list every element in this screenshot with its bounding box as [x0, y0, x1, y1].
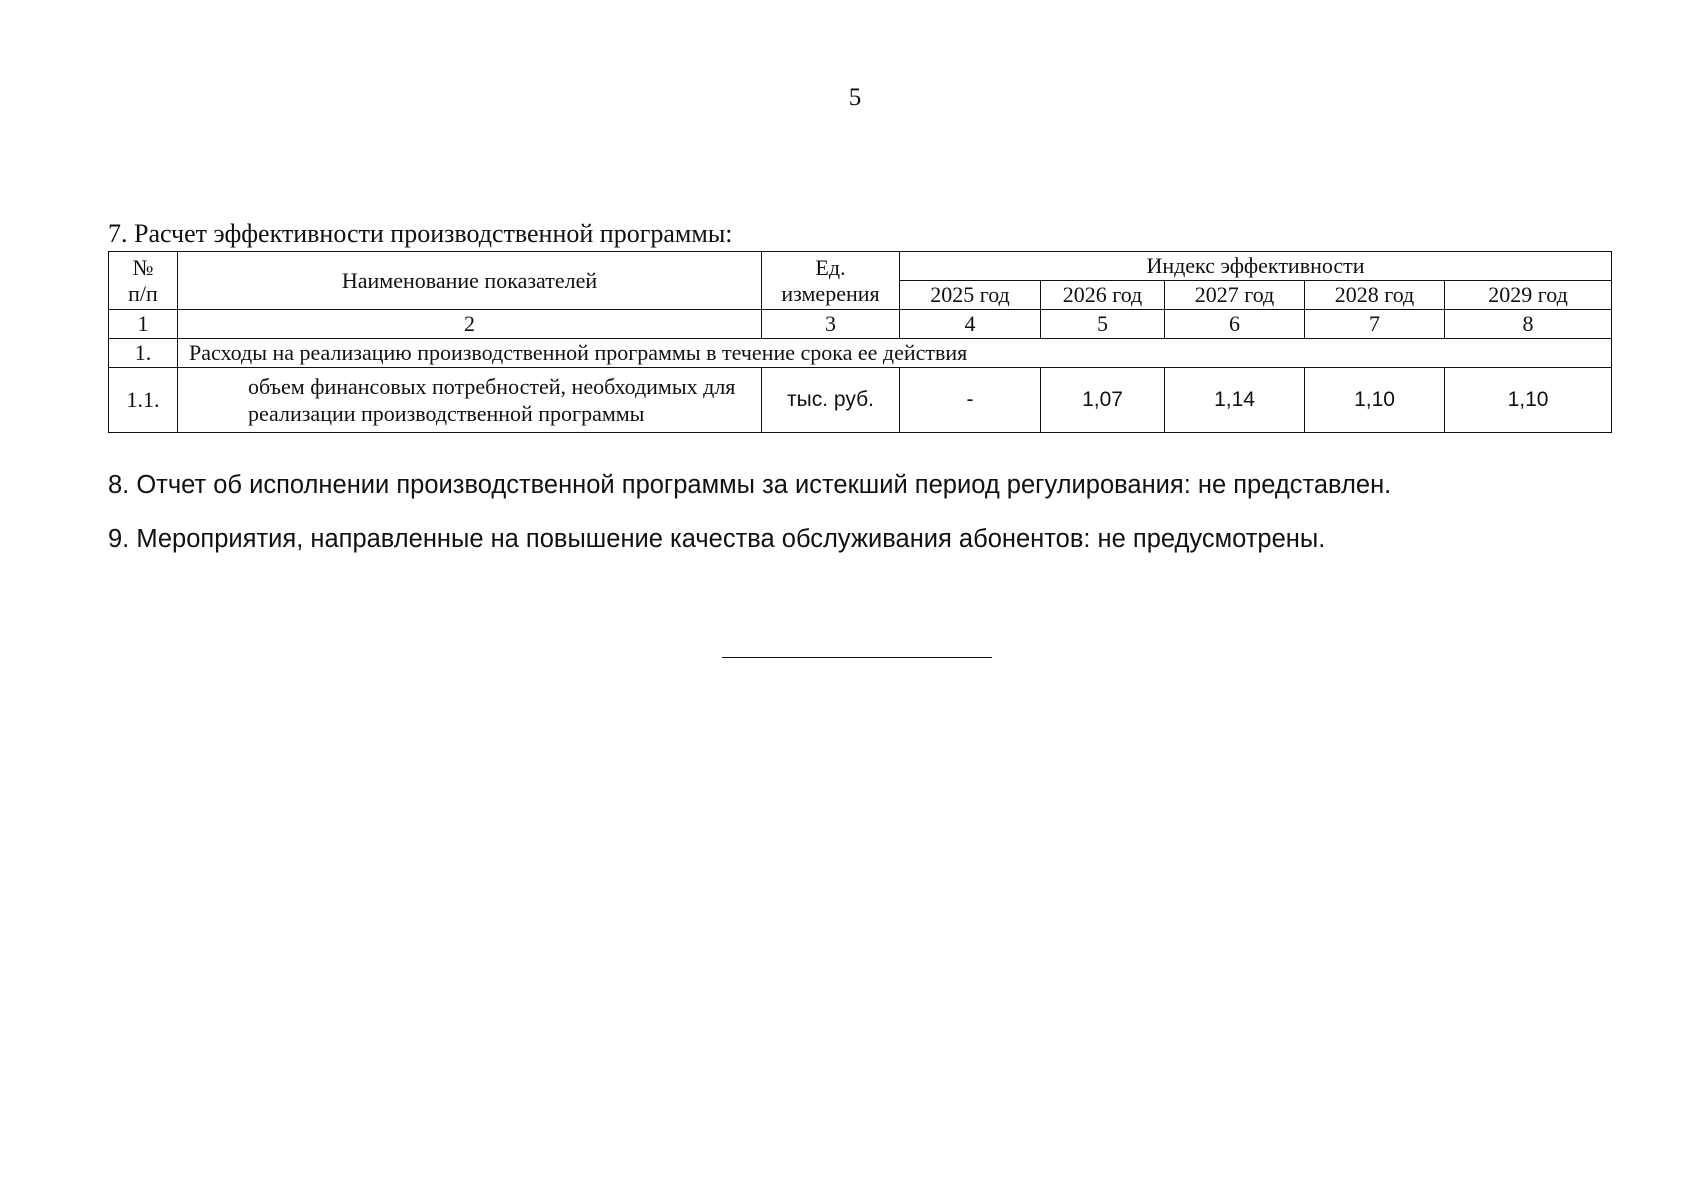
- header-no: № п/п: [109, 252, 178, 310]
- page-number: 5: [848, 84, 862, 111]
- end-separator-line: [722, 657, 992, 658]
- header-year: 2028 год: [1305, 281, 1445, 310]
- column-number: 8: [1445, 310, 1612, 339]
- header-year: 2027 год: [1165, 281, 1305, 310]
- header-year: 2025 год: [900, 281, 1041, 310]
- column-number: 5: [1041, 310, 1165, 339]
- table-row: [109, 368, 1612, 433]
- row-value: -: [900, 368, 1041, 433]
- column-number: 4: [900, 310, 1041, 339]
- efficiency-table: [108, 251, 1612, 433]
- row-no: 1.1.: [109, 368, 178, 433]
- header-efficiency-index: Индекс эффективности: [900, 252, 1612, 281]
- column-number: 2: [178, 310, 762, 339]
- section-7-title: 7. Расчет эффективности производственной программы:: [108, 219, 733, 248]
- header-name: Наименование показателей: [178, 252, 762, 310]
- report-note: 8. Отчет об исполнении производственной программы за истекший период регулирования: не представлен.: [108, 471, 1392, 499]
- row-value: 1,14: [1165, 368, 1305, 433]
- table-header-row-1: [109, 252, 1612, 281]
- column-number: 3: [762, 310, 900, 339]
- section-row-no: 1.: [109, 339, 178, 368]
- header-year: 2026 год: [1041, 281, 1165, 310]
- service-quality-note: 9. Мероприятия, направленные на повышение качества обслуживания абонентов: не предусмотрены.: [108, 525, 1326, 553]
- row-value: 1,07: [1041, 368, 1165, 433]
- header-year: 2029 год: [1445, 281, 1612, 310]
- row-unit: тыс. руб.: [762, 368, 900, 433]
- header-unit: Ед. измерения: [762, 252, 900, 310]
- section-row: [109, 339, 1612, 368]
- row-indicator-name: объем финансовых потребностей, необходимых для реализации производственной программы: [178, 368, 762, 433]
- column-number-row: [109, 310, 1612, 339]
- column-number: 7: [1305, 310, 1445, 339]
- section-row-text: Расходы на реализацию производственной программы в течение срока ее действия: [178, 339, 1612, 368]
- column-number: 6: [1165, 310, 1305, 339]
- row-value: 1,10: [1305, 368, 1445, 433]
- column-number: 1: [109, 310, 178, 339]
- row-value: 1,10: [1445, 368, 1612, 433]
